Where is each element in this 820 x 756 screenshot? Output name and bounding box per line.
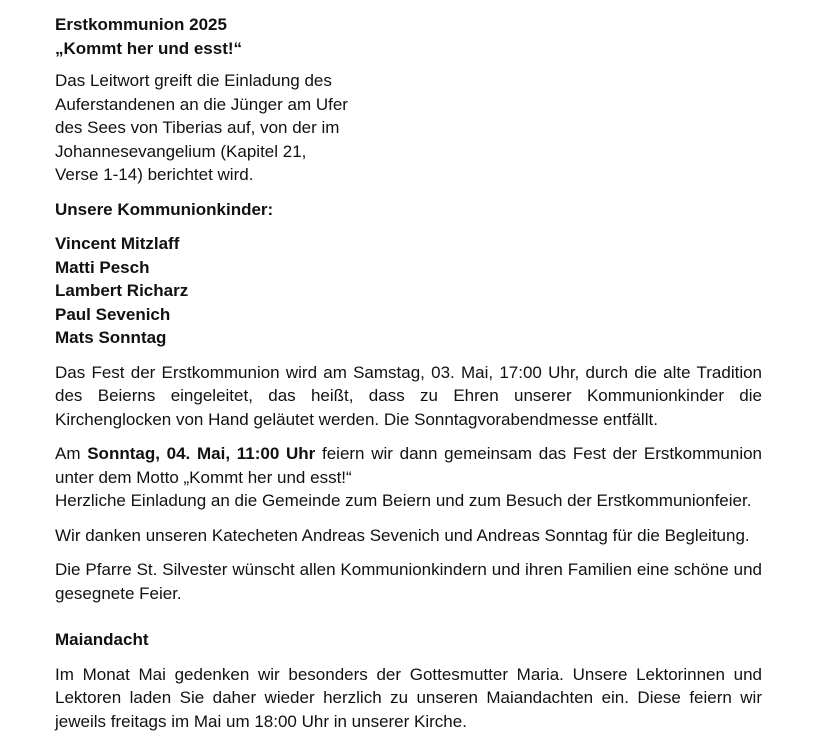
motto-line: „Kommt her und esst!“ (55, 38, 243, 58)
list-item: Mats Sonntag (55, 328, 167, 347)
list-item: Vincent Mitzlaff (55, 234, 180, 253)
intro-line: Johannesevangelium (Kapitel 21, (55, 141, 307, 161)
thanks-paragraph: Wir danken unseren Katecheten Andreas Sevenich und Andreas Sonntag für die Begleitung. (55, 525, 750, 545)
maiandacht-heading: Maiandacht (55, 630, 149, 649)
intro-line: Verse 1-14) berichtet wird. (55, 165, 254, 184)
intro-line: Auferstandenen an die Jünger am Ufer (55, 94, 348, 114)
list-item: Matti Pesch (55, 257, 150, 277)
children-list (55, 232, 762, 350)
intro-line: des Sees von Tiberias auf, von der im (55, 118, 340, 137)
sunday-suffix: feiern wir dann gemeinsam das Fest der Erstkommunion unter dem Motto „Kommt her und esst!“ (55, 444, 762, 487)
wishes-paragraph: Die Pfarre St. Silvester wünscht allen Kommunionkindern und ihren Familien eine schöne und gesegnete Feier. (55, 560, 762, 603)
page-title (55, 13, 762, 60)
fest-paragraph: Das Fest der Erstkommunion wird am Samstag, 03. Mai, 17:00 Uhr, durch die alte Tradition des Beierns eingeleitet, das heißt, dass zu Ehren unserer Kommunionkinder die Kirchenglocken von Hand geläutet werden. Die Sonntagvorabendmesse entfällt. (55, 362, 762, 429)
document-page (55, 13, 762, 733)
title-line: Erstkommunion 2025 (55, 15, 227, 34)
sunday-paragraph (55, 442, 762, 489)
invitation-paragraph: Herzliche Einladung an die Gemeinde zum Beiern und zum Besuch der Erstkommunionfeier. (55, 491, 752, 510)
sunday-date: Sonntag, 04. Mai, 11:00 Uhr (87, 444, 316, 463)
intro-line: Das Leitwort greift die Einladung des (55, 71, 332, 90)
sunday-prefix: Am (55, 444, 88, 463)
maiandacht-paragraph: Im Monat Mai gedenken wir besonders der Gottesmutter Maria. Unsere Lektorinnen und Lektoren laden Sie daher wieder herzlich zu unseren Maiandachten ein. Diese feiern wir jeweils freitags im Mai um 18:00 Uhr in unserer Kirche. (55, 664, 762, 731)
intro-paragraph (55, 69, 355, 187)
section-spacer (55, 605, 762, 617)
children-heading: Unsere Kommunionkinder: (55, 199, 274, 219)
list-item: Lambert Richarz (55, 281, 189, 300)
list-item: Paul Sevenich (55, 304, 171, 324)
